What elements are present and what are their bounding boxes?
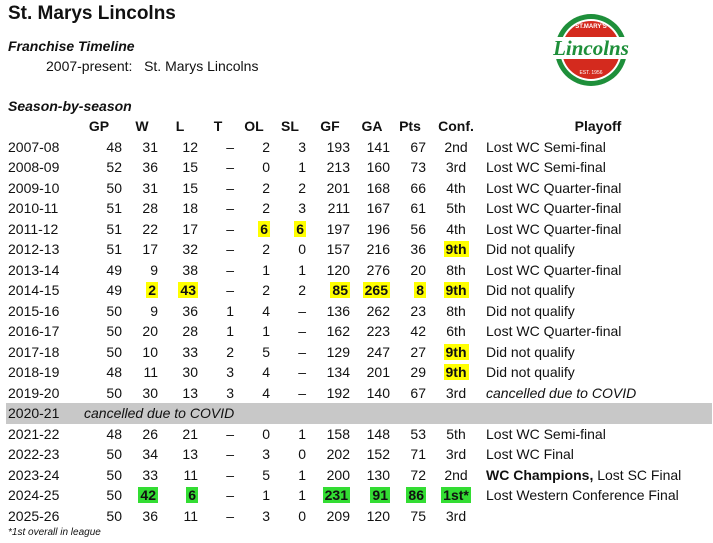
col-header: W: [135, 118, 149, 135]
stat-cell-sl: 3: [298, 138, 306, 155]
stat-cell-ga: [352, 485, 392, 506]
highlighted-value: 1st*: [443, 487, 469, 504]
stat-cell-ol: 5: [262, 466, 270, 483]
highlighted-value: 85: [332, 282, 348, 299]
stat-cell-t: –: [226, 425, 234, 442]
stat-cell-gp: 51: [106, 220, 122, 237]
stat-cell-gf: [308, 485, 352, 506]
stat-cell-l: 17: [182, 220, 198, 237]
highlighted-value: 9th: [445, 241, 467, 258]
season-cell: 2011-12: [8, 220, 59, 237]
highlighted-value: 9th: [445, 282, 467, 299]
stat-cell-l: 15: [182, 159, 198, 176]
stat-cell-w: 34: [142, 446, 158, 463]
stat-cell-sl: –: [298, 384, 306, 401]
table-row: [6, 362, 712, 383]
stat-cell-pts: 67: [410, 138, 426, 155]
stat-cell-gp: 49: [106, 261, 122, 278]
table-row: [6, 137, 712, 158]
stat-cell-ol: [236, 219, 272, 240]
stat-cell-l: [160, 280, 200, 301]
stat-cell-ga: 223: [366, 323, 390, 340]
col-header: Conf.: [438, 118, 474, 135]
stat-cell-pts: 67: [410, 384, 426, 401]
stat-cell-gp: 50: [106, 179, 122, 196]
table-row: [6, 444, 712, 465]
stat-cell-l: 38: [182, 261, 198, 278]
highlighted-value: 6: [188, 487, 196, 504]
season-cell: 2025-26: [8, 507, 60, 524]
stat-cell-gf: 209: [326, 507, 350, 524]
stat-cell-t: 3: [226, 364, 234, 381]
stat-cell-sl: –: [298, 343, 306, 360]
franchise-entry-name: St. Marys Lincolns: [144, 58, 259, 74]
playoff-text: Lost SC Final: [593, 466, 682, 483]
table-row: [6, 157, 712, 178]
table-row: [6, 301, 712, 322]
stat-cell-sl: [272, 219, 308, 240]
stat-cell-ga: 120: [366, 507, 390, 524]
conf-cell: [428, 342, 484, 363]
stat-cell-ol: 1: [262, 261, 270, 278]
stat-cell-sl: –: [298, 364, 306, 381]
stat-cell-t: –: [226, 446, 234, 463]
stat-cell-w: 11: [143, 364, 158, 381]
season-cell: 2013-14: [8, 261, 60, 278]
stat-cell-gf: 157: [326, 241, 350, 258]
table-row: [6, 219, 712, 240]
col-header: Pts: [399, 118, 421, 135]
season-cell: 2019-20: [8, 384, 60, 401]
highlighted-value: 6: [296, 220, 304, 237]
highlighted-value: 42: [140, 487, 156, 504]
stat-cell-pts: 42: [410, 323, 426, 340]
season-note: cancelled due to COVID: [74, 403, 712, 424]
stat-cell-sl: 1: [298, 466, 306, 483]
stat-cell-l: 18: [182, 200, 198, 217]
stat-cell-sl: 0: [298, 241, 306, 258]
stat-cell-pts: 61: [410, 200, 426, 217]
stat-cell-l: 33: [182, 343, 198, 360]
stat-cell-gp: 50: [106, 466, 122, 483]
conf-cell: 5th: [446, 200, 466, 217]
season-table-body: [6, 137, 712, 527]
stat-cell-ga: 196: [366, 220, 390, 237]
stat-cell-ol: 2: [262, 241, 270, 258]
col-header: L: [175, 118, 185, 135]
season-cell: 2012-13: [8, 241, 60, 258]
stat-cell-ol: 3: [262, 446, 270, 463]
stat-cell-l: 36: [182, 302, 198, 319]
conf-cell: 3rd: [445, 507, 467, 524]
highlighted-value: 43: [180, 282, 196, 299]
stat-cell-w: 30: [142, 384, 158, 401]
playoff-cell: Lost WC Quarter-final: [486, 200, 622, 217]
stat-cell-gf: 129: [326, 343, 350, 360]
franchise-entry-years: 2007-present:: [46, 58, 133, 74]
table-row: [6, 403, 712, 424]
stat-cell-sl: 1: [298, 425, 306, 442]
stat-cell-l: 32: [182, 241, 198, 258]
table-row: [6, 178, 712, 199]
season-cell: 2007-08: [8, 138, 60, 155]
stat-cell-gf: 200: [326, 466, 350, 483]
conf-cell: 8th: [446, 261, 466, 278]
stat-cell-gf: 201: [326, 179, 350, 196]
stat-cell-l: 28: [182, 323, 198, 340]
stat-cell-t: 2: [226, 343, 234, 360]
stat-cell-gp: 51: [106, 200, 122, 217]
stat-cell-ga: [352, 280, 392, 301]
stat-cell-gf: 120: [326, 261, 350, 278]
stat-cell-t: –: [226, 241, 234, 258]
stat-cell-l: 15: [182, 179, 198, 196]
stat-cell-t: –: [226, 138, 234, 155]
stat-cell-gp: 50: [106, 343, 122, 360]
stat-cell-w: 10: [142, 343, 158, 360]
season-cell: 2009-10: [8, 179, 60, 196]
stat-cell-gf: 193: [326, 138, 350, 155]
playoff-cell: Lost Western Conference Final: [486, 487, 679, 504]
playoff-cell: Did not qualify: [486, 302, 575, 319]
stat-cell-ga: 160: [366, 159, 390, 176]
col-header: T: [213, 118, 223, 135]
playoff-cell: Lost WC Semi-final: [486, 138, 606, 155]
stat-cell-gp: 51: [106, 241, 122, 258]
highlighted-value: 231: [324, 487, 348, 504]
highlighted-value: 86: [408, 487, 424, 504]
playoff-cell: Did not qualify: [486, 364, 575, 381]
stat-cell-ol: 0: [262, 425, 270, 442]
stat-cell-t: –: [226, 261, 234, 278]
playoff-cell: [484, 465, 712, 486]
stat-cell-gp: 48: [106, 364, 122, 381]
highlighted-value: 91: [372, 487, 388, 504]
table-row: [6, 424, 712, 445]
stat-cell-t: –: [226, 179, 234, 196]
highlighted-value: 9th: [445, 343, 467, 360]
stat-cell-sl: 2: [298, 179, 306, 196]
stat-cell-l: 11: [183, 507, 198, 524]
table-row: [6, 506, 712, 527]
logo-top-text: ST.MARY'S: [575, 24, 607, 30]
stat-cell-sl: 0: [298, 507, 306, 524]
col-header: GP: [88, 118, 110, 135]
table-row: [6, 485, 712, 506]
stat-cell-ol: 1: [262, 487, 270, 504]
playoff-cell: Lost WC Semi-final: [486, 425, 606, 442]
logo-bottom-text: EST. 1956: [579, 70, 603, 76]
stat-cell-pts: 71: [410, 446, 426, 463]
playoff-cell: Lost WC Quarter-final: [486, 323, 622, 340]
stat-cell-gp: 50: [106, 487, 122, 504]
season-cell: 2017-18: [8, 343, 60, 360]
header-row: [6, 116, 712, 137]
table-row: [6, 383, 712, 404]
playoff-cell: Lost WC Quarter-final: [486, 220, 622, 237]
stat-cell-sl: 2: [298, 282, 306, 299]
logo-main-text: Lincolns: [553, 36, 629, 60]
stat-cell-l: 13: [182, 446, 198, 463]
table-row: [6, 239, 712, 260]
conf-cell: [428, 485, 484, 506]
stat-cell-gf: 211: [327, 200, 350, 217]
season-cell: 2010-11: [8, 200, 59, 217]
col-header: GA: [361, 118, 383, 135]
stat-cell-gp: 50: [106, 302, 122, 319]
stat-cell-l: 12: [182, 138, 198, 155]
stat-cell-w: 22: [142, 220, 158, 237]
stat-cell-pts: 27: [410, 343, 426, 360]
stat-cell-ga: 167: [366, 200, 390, 217]
stat-cell-ga: 262: [366, 302, 390, 319]
conf-cell: 3rd: [445, 159, 467, 176]
stat-cell-pts: 29: [410, 364, 426, 381]
stat-cell-w: 9: [150, 261, 158, 278]
conf-cell: 3rd: [445, 384, 467, 401]
highlighted-value: 2: [148, 282, 156, 299]
stat-cell-sl: 1: [298, 261, 306, 278]
page-title: St. Marys Lincolns: [8, 3, 176, 24]
stat-cell-t: –: [226, 200, 234, 217]
conf-cell: 6th: [446, 323, 466, 340]
conf-cell: 4th: [446, 220, 466, 237]
stat-cell-ga: 247: [366, 343, 390, 360]
stat-cell-gf: 202: [326, 446, 350, 463]
stat-cell-w: 31: [142, 138, 158, 155]
lincolns-logo: [543, 12, 639, 88]
stat-cell-sl: –: [298, 302, 306, 319]
stat-cell-w: 26: [142, 425, 158, 442]
col-header: GF: [320, 118, 340, 135]
stat-cell-ga: 201: [366, 364, 390, 381]
stat-cell-ol: 1: [262, 323, 270, 340]
col-header-season: [6, 116, 74, 137]
stat-cell-ol: 5: [262, 343, 270, 360]
stat-cell-w: [124, 280, 160, 301]
season-heading: Season-by-season: [8, 98, 132, 114]
stat-cell-l: 13: [182, 384, 198, 401]
stat-cell-ga: 148: [366, 425, 390, 442]
stat-cell-w: 17: [142, 241, 158, 258]
stat-cell-ol: 2: [262, 179, 270, 196]
stat-cell-w: 28: [142, 200, 158, 217]
stat-cell-sl: 0: [298, 446, 306, 463]
stat-cell-t: 3: [226, 384, 234, 401]
playoff-cell: Lost WC Semi-final: [486, 159, 606, 176]
franchise-entry: [46, 58, 258, 74]
playoff-cell: Lost WC Quarter-final: [486, 261, 622, 278]
stat-cell-ol: 2: [262, 138, 270, 155]
conf-cell: 5th: [446, 425, 466, 442]
stat-cell-pts: [392, 485, 428, 506]
conf-cell: [428, 280, 484, 301]
highlighted-value: 8: [416, 282, 424, 299]
stat-cell-t: 1: [226, 302, 234, 319]
playoff-cell: [484, 506, 712, 527]
stat-cell-pts: 53: [410, 425, 426, 442]
stat-cell-pts: 36: [410, 241, 426, 258]
playoff-cell: Lost WC Quarter-final: [486, 179, 622, 196]
stat-cell-ol: 0: [262, 159, 270, 176]
stat-cell-gf: 192: [326, 384, 350, 401]
stat-cell-ga: 276: [366, 261, 390, 278]
season-cell: 2021-22: [8, 425, 60, 442]
stat-cell-t: –: [226, 507, 234, 524]
stat-cell-t: –: [226, 466, 234, 483]
playoff-bold-text: WC Champions,: [486, 466, 594, 483]
stat-cell-ga: 140: [366, 384, 390, 401]
playoff-cell: Lost WC Final: [486, 446, 574, 463]
season-cell: 2020-21: [6, 403, 74, 424]
stat-cell-w: 9: [150, 302, 158, 319]
stat-cell-gp: 48: [106, 138, 122, 155]
conf-cell: [428, 239, 484, 260]
table-row: [6, 198, 712, 219]
stat-cell-gf: 162: [326, 323, 350, 340]
stat-cell-l: 11: [183, 466, 198, 483]
season-table: [6, 116, 712, 526]
stat-cell-gp: 50: [106, 507, 122, 524]
playoff-cell: Did not qualify: [486, 343, 575, 360]
col-header: OL: [244, 118, 264, 135]
stat-cell-sl: 1: [298, 159, 306, 176]
footnote: *1st overall in league: [8, 527, 101, 538]
stat-cell-ga: 168: [366, 179, 390, 196]
conf-cell: 2nd: [444, 466, 468, 483]
season-cell: 2023-24: [8, 466, 60, 483]
playoff-cell: Did not qualify: [486, 282, 575, 299]
stat-cell-gp: 52: [106, 159, 122, 176]
table-row: [6, 342, 712, 363]
stat-cell-gp: 50: [106, 446, 122, 463]
stat-cell-ga: 130: [366, 466, 390, 483]
conf-cell: 4th: [446, 179, 466, 196]
season-cell: 2015-16: [8, 302, 60, 319]
stat-cell-ga: 141: [366, 138, 390, 155]
stat-cell-ga: 216: [366, 241, 390, 258]
stat-cell-t: 1: [226, 323, 234, 340]
stat-cell-ga: 152: [366, 446, 390, 463]
stat-cell-t: –: [226, 220, 234, 237]
conf-cell: 2nd: [444, 138, 468, 155]
stat-cell-l: 30: [182, 364, 198, 381]
conf-cell: 8th: [446, 302, 466, 319]
stat-cell-sl: 3: [298, 200, 306, 217]
stat-cell-gp: 48: [106, 425, 122, 442]
stat-cell-pts: 75: [410, 507, 426, 524]
stat-cell-w: 36: [142, 507, 158, 524]
stat-cell-sl: –: [298, 323, 306, 340]
conf-cell: [428, 362, 484, 383]
stat-cell-t: –: [226, 282, 234, 299]
season-cell: 2018-19: [8, 364, 60, 381]
stat-cell-t: –: [226, 159, 234, 176]
stat-cell-ol: 4: [262, 384, 270, 401]
table-row: [6, 465, 712, 486]
stat-cell-gp: 50: [106, 323, 122, 340]
stat-cell-ol: 4: [262, 364, 270, 381]
stat-cell-gp: 50: [106, 384, 122, 401]
stat-cell-pts: 72: [410, 466, 426, 483]
stat-cell-pts: 20: [410, 261, 426, 278]
season-cell: 2008-09: [8, 159, 60, 176]
stat-cell-gf: 136: [326, 302, 350, 319]
stat-cell-pts: 73: [410, 159, 426, 176]
season-cell: 2024-25: [8, 487, 60, 504]
season-cell: 2022-23: [8, 446, 60, 463]
stat-cell-gf: 197: [326, 220, 350, 237]
col-header: SL: [281, 118, 299, 135]
table-row: [6, 280, 712, 301]
season-cell: 2014-15: [8, 282, 60, 299]
stat-cell-l: [160, 485, 200, 506]
season-cell: 2016-17: [8, 323, 60, 340]
stat-cell-gf: [308, 280, 352, 301]
stat-cell-t: –: [226, 487, 234, 504]
conf-cell: 3rd: [445, 446, 467, 463]
stat-cell-ol: 2: [262, 282, 270, 299]
stat-cell-pts: 66: [410, 179, 426, 196]
stat-cell-w: 20: [142, 323, 158, 340]
stat-cell-sl: 1: [298, 487, 306, 504]
stat-cell-gp: 49: [106, 282, 122, 299]
stat-cell-pts: [392, 280, 428, 301]
stat-cell-ol: 2: [262, 200, 270, 217]
stat-cell-w: 31: [142, 179, 158, 196]
playoff-cell: cancelled due to COVID: [486, 384, 637, 401]
stat-cell-w: 36: [142, 159, 158, 176]
stat-cell-ol: 3: [262, 507, 270, 524]
highlighted-value: 9th: [445, 364, 467, 381]
stat-cell-l: 21: [182, 425, 198, 442]
stat-cell-w: 33: [142, 466, 158, 483]
table-row: [6, 321, 712, 342]
table-row: [6, 260, 712, 281]
highlighted-value: 265: [364, 282, 388, 299]
stat-cell-gf: 158: [326, 425, 350, 442]
playoff-cell: Did not qualify: [486, 241, 575, 258]
franchise-heading: Franchise Timeline: [8, 38, 135, 54]
stat-cell-w: [124, 485, 160, 506]
highlighted-value: 6: [260, 220, 268, 237]
stat-cell-gf: 134: [326, 364, 350, 381]
col-header: Playoff: [574, 118, 622, 135]
stat-cell-pts: 23: [410, 302, 426, 319]
stat-cell-gf: 213: [326, 159, 350, 176]
stat-cell-pts: 56: [410, 220, 426, 237]
stat-cell-ol: 4: [262, 302, 270, 319]
